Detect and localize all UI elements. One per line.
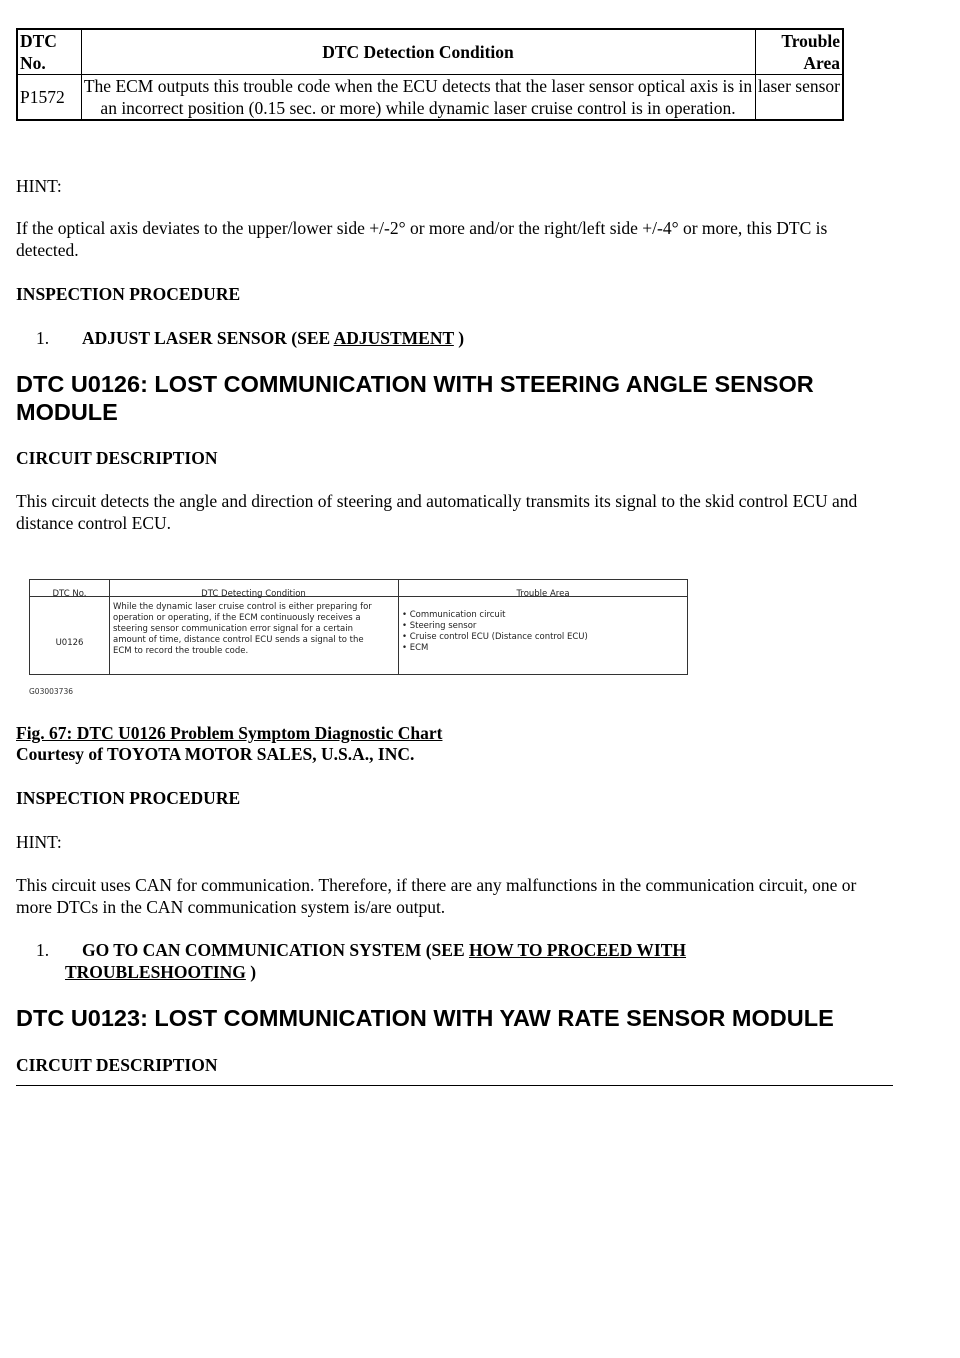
circuit-description-heading: CIRCUIT DESCRIPTION (16, 448, 218, 468)
step-adjust-laser-sensor (36, 327, 464, 349)
condition-line: While the dynamic laser cruise control is either preparing for (113, 602, 372, 612)
table-row (17, 75, 843, 121)
step-number: 1. (36, 940, 50, 960)
step-can-communication (36, 939, 876, 983)
hint-text-2: This circuit uses CAN for communication. Therefore, if there are any malfunctions in the communication circuit, one or more DTCs in the CAN communication system is/are output. (16, 875, 857, 917)
figure-condition-text (113, 602, 372, 657)
condition-line: steering sensor communication error signal for a certain (113, 624, 353, 634)
figure-header-trouble-area: Trouble Area (516, 589, 570, 599)
hint-label-2: HINT: (16, 832, 62, 852)
step-close: ) (458, 328, 465, 348)
how-to-proceed-link[interactable]: HOW TO PROCEED WITH (469, 940, 687, 960)
step-text: GO TO CAN COMMUNICATION SYSTEM (SEE (82, 940, 465, 960)
condition-line: operation or operating, if the ECM continuously receives a (113, 613, 361, 623)
inspection-procedure-heading-2: INSPECTION PROCEDURE (16, 788, 241, 808)
circuit-description-heading-2: CIRCUIT DESCRIPTION (16, 1055, 218, 1075)
step-close: ) (250, 962, 257, 982)
condition-line: ECM to record the trouble code. (113, 646, 249, 656)
section-title-u0123: DTC U0123: LOST COMMUNICATION WITH YAW RATE SENSOR MODULE (16, 1005, 834, 1031)
trouble-area-item: • Cruise control ECU (Distance control ECU) (402, 632, 588, 642)
header-detection-condition: DTC Detection Condition (81, 29, 755, 75)
cell-detection-condition: The ECM outputs this trouble code when the ECU detects that the laser sensor optical axis is in an incorrect position (0.15 sec. or more) while dynamic laser cruise control is in operation. (81, 75, 755, 121)
trouble-area-item: • Communication circuit (402, 610, 506, 620)
hint-label: HINT: (16, 176, 62, 196)
figure-trouble-area-list (402, 610, 588, 654)
cell-trouble-area: laser sensor (755, 75, 843, 121)
trouble-area-item: • ECM (402, 643, 429, 653)
step-number: 1. (36, 328, 50, 348)
step-text: ADJUST LASER SENSOR (SEE (82, 328, 331, 348)
section-title-u0126: DTC U0126: LOST COMMUNICATION WITH STEERING ANGLE SENSOR MODULE (16, 371, 814, 425)
dtc-u0126-chart-figure (29, 579, 688, 675)
cell-dtc-no: P1572 (17, 75, 81, 121)
dtc-table-p1572 (16, 28, 844, 121)
horizontal-divider (16, 1085, 893, 1086)
inspection-procedure-heading: INSPECTION PROCEDURE (16, 284, 241, 304)
hint-text: If the optical axis deviates to the upper/lower side +/-2° or more and/or the right/left side +/-4° or more, this DTC is detected. (16, 218, 828, 260)
figure-id: G03003736 (29, 687, 73, 696)
trouble-area-item: • Steering sensor (402, 621, 477, 631)
figure-caption-link[interactable]: Fig. 67: DTC U0126 Problem Symptom Diagnostic Chart (16, 723, 443, 743)
courtesy-line: Courtesy of TOYOTA MOTOR SALES, U.S.A., INC. (16, 744, 415, 764)
circuit-description-text: This circuit detects the angle and direction of steering and automatically transmits its signal to the skid control ECU and distance control ECU. (16, 491, 858, 533)
header-trouble-area: Trouble Area (755, 29, 843, 75)
figure-header-condition: DTC Detecting Condition (201, 589, 306, 599)
adjustment-link[interactable]: ADJUSTMENT (333, 328, 454, 348)
table-header-row (17, 29, 843, 75)
troubleshooting-link[interactable]: TROUBLESHOOTING (65, 962, 246, 982)
header-dtc-no: DTC No. (17, 29, 81, 75)
figure-header-dtc-no: DTC No. (52, 589, 87, 599)
figure-dtc-code: U0126 (55, 638, 84, 648)
condition-line: amount of time, distance control ECU sends a signal to the (113, 635, 364, 645)
